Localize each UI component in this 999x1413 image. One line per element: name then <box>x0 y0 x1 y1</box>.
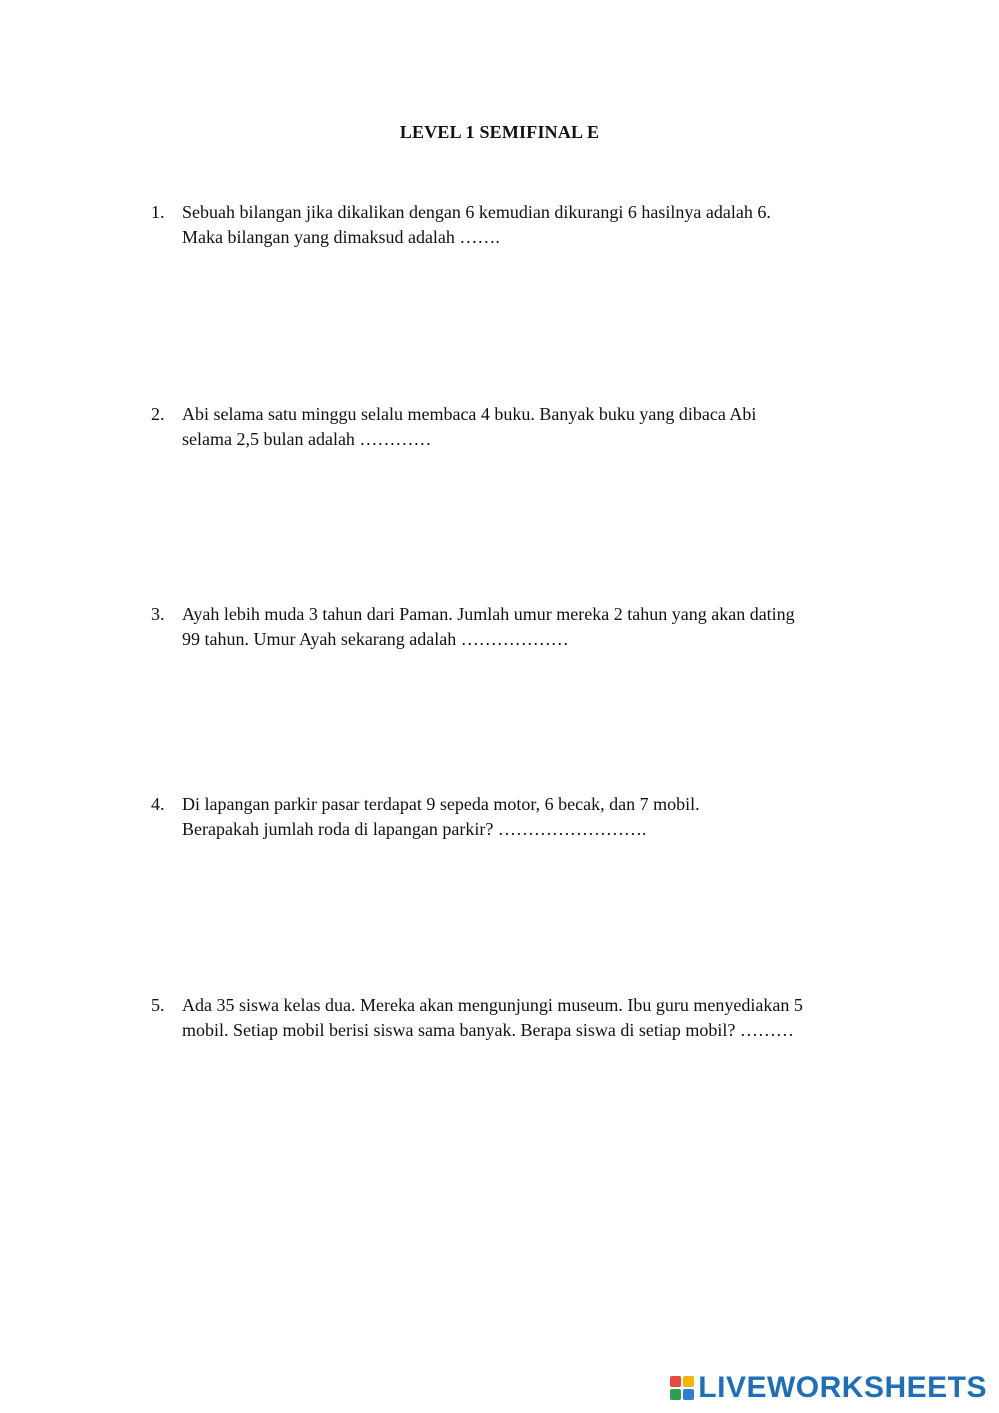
question-text: Sebuah bilangan jika dikalikan dengan 6 kemudian dikurangi 6 hasilnya adalah 6. Maka bilangan yang dimaksud adalah ……. <box>182 202 771 247</box>
question-number: 4. <box>151 794 165 814</box>
question-text: Ada 35 siswa kelas dua. Mereka akan mengunjungi museum. Ibu guru menyediakan 5 mobil. Setiap mobil berisi siswa sama banyak. Berapa siswa di setiap mobil? ……… <box>182 995 803 1040</box>
question-number: 3. <box>151 604 165 624</box>
question-text: Abi selama satu minggu selalu membaca 4 buku. Banyak buku yang dibaca Abi selama 2,5 bulan adalah ………… <box>182 404 757 449</box>
question-number: 2. <box>151 404 165 424</box>
liveworksheets-logo <box>670 1371 987 1405</box>
question-2 <box>151 402 891 452</box>
question-text: Ayah lebih muda 3 tahun dari Paman. Jumlah umur mereka 2 tahun yang akan dating 99 tahun. Umur Ayah sekarang adalah ……………… <box>182 604 795 649</box>
question-number: 1. <box>151 202 165 222</box>
worksheet-title: LEVEL 1 SEMIFINAL E <box>399 122 600 142</box>
question-4 <box>151 792 891 842</box>
question-1 <box>151 200 891 250</box>
question-5 <box>151 993 891 1043</box>
question-number: 5. <box>151 995 165 1015</box>
question-text: Di lapangan parkir pasar terdapat 9 sepeda motor, 6 becak, dan 7 mobil. Berapakah jumlah roda di lapangan parkir? ……………………. <box>182 794 700 839</box>
question-3 <box>151 602 891 652</box>
liveworksheets-logo-icon <box>670 1376 694 1400</box>
logo-text: LIVEWORKSHEETS <box>698 1371 987 1404</box>
